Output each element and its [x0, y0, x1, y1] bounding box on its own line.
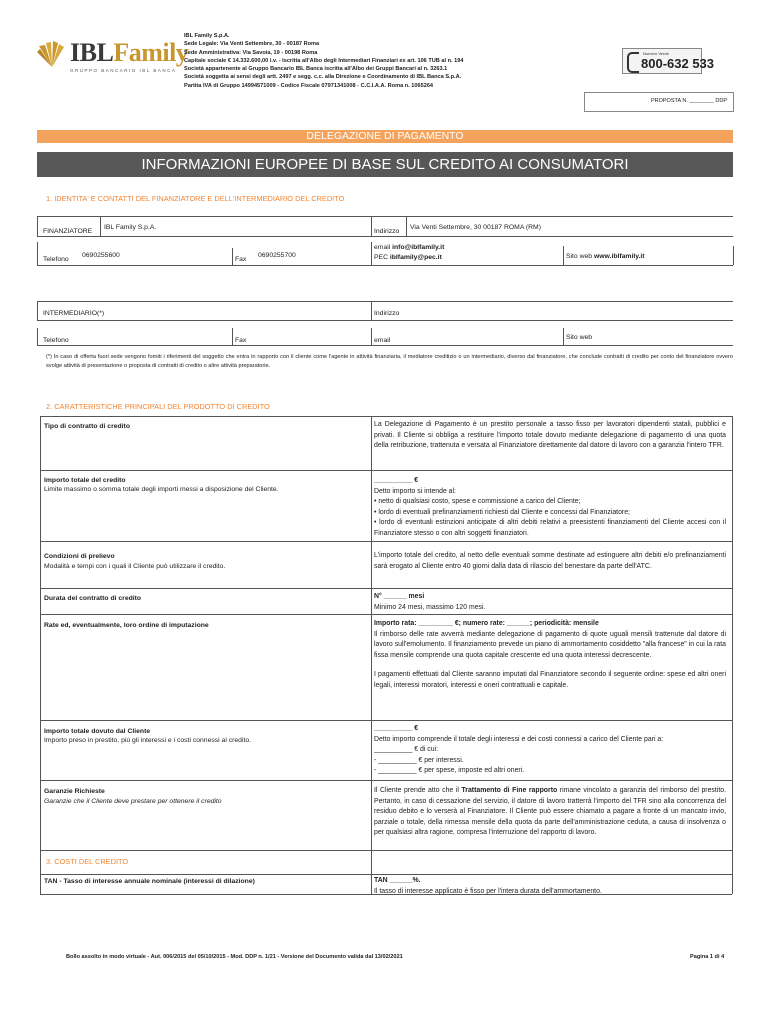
ibl-family-logo [36, 38, 189, 78]
banner-informazioni: INFORMAZIONI EUROPEE DI BASE SUL CREDITO AI CONSUMATORI [37, 152, 733, 177]
toll-free-number: 800-632 533 [641, 56, 715, 71]
importo-dovuto-text: __________ € Detto importo comprende il totale degli interessi e dei costi connessi a carico del Cliente pari a: __________ € di cui: - __________ € per interessi. - __________ € per spese, imposte ed altri oneri. [374, 725, 664, 774]
banner-delegazione: DELEGAZIONE DI PAGAMENTO [37, 130, 733, 143]
finanziatore-value: IBL Family S.p.A. [104, 224, 157, 231]
indirizzo-value: Via Venti Settembre, 30 00187 ROMA (RM) [410, 224, 541, 231]
fax-value: 0690255700 [258, 252, 296, 259]
section-3-title: 3. COSTI DEL CREDITO [46, 857, 129, 866]
sito-web-value: www.iblfamily.it [593, 253, 645, 260]
condizioni-prelievo-text: L'importo totale del credito, al netto delle eventuali somme destinate ad estinguere altri debiti e/o prefinanziamenti sarà erogato al Cliente entro 40 giorni dalla data di rilascio del benestare da parte dell'ATC. [374, 552, 726, 570]
logo-wordmark: IBLFamily [70, 38, 189, 67]
garanzie-text: Il Cliente prende atto che il Trattamento di Fine rapporto rimane vincolato a garanzia del rimborso del prestito. Pertanto, in caso di cessazione del servizio, il datore di lavoro tratterrà l'importo del TFR sino alla concorrenza del residuo debito e lo verserà al Finanziatore. Il Cliente può essere chiamato a pagare a fronte di un mancato invio, parziale o totale, della rimessa mensile della quota da parte dell'amministrazione ceduta, a causa di insolvenza o per qualsiasi altra ragione, compresa l'interruzione del rapporto di lavoro. [374, 787, 726, 836]
intermediario-note: (*) In caso di offerta fuori sede vengono forniti i riferimenti del soggetto che entra in rapporto con il cliente come l'agente in attività finanziaria, il mediatore creditizio o un intermediario, diverso dal finanziatore, che conclude contratti di credito per conto del finanziatore ovvero svolge attività di presentazione o proposta di contratti di credito o altre attività preparatorie. [46, 354, 733, 369]
tan-text: TAN ______%. Il tasso di interesse applicato è fisso per l'intera durata dell'ammortamento. [374, 877, 602, 895]
footer-note: Bollo assolto in modo virtuale - Aut. 006/2015 del 05/10/2015 - Mod. DDP n. 1/21 - Versione del Documento valida dal 13/02/2021 [66, 954, 403, 960]
company-info: IBL Family S.p.A. Sede Legale: Via Venti Settembre, 30 - 00187 Roma Sede Amministrativa: Via Savoia, 19 - 00198 Roma Capitale sociale € 14.332.600,00 i.v. - Iscritta all'Albo degli Intermediari Finanziari ex art. 106 TUB al n. 194 Società appartenente al Gruppo Bancario IBL Banca iscritta all'Albo dei Gruppi Bancari al n. 3263.1 Società soggetta ai sensi degli artt. 2497 e segg. c.c. alla Direzione e Coordinamento di IBL Banca S.p.A. Partita IVA di Gruppo 14994571009 - Codice Fiscale 07971341008 - C.C.I.A.A. Roma n. 1065264 [184, 33, 464, 89]
logo-subtitle: GRUPPO BANCARIO IBL BANCA [70, 68, 177, 73]
tipo-contratto-text: La Delegazione di Pagamento è un prestito personale a tasso fisso per lavoratori dipendenti statali, pubblici e privati. Il Cliente si obbliga a restituire l'importo totale dovuto mediante delegazione di pagamento di una quota della retribuzione, trattenuta e versata al Finanziatore direttamente dal datore di lavoro con a garanzia l'intero TFR. [374, 421, 726, 449]
phone-icon [627, 52, 639, 73]
proposta-box [584, 92, 734, 112]
email-value: info@iblfamily.it [392, 244, 445, 251]
pec-value: iblfamily@pec.it [389, 254, 442, 261]
section-2-title: 2. CARATTERISTICHE PRINCIPALI DEL PRODOTTO DI CREDITO [46, 402, 270, 411]
proposta-number: PROPOSTA N. ________ DDP [650, 98, 727, 104]
section-1-title: 1. IDENTITA' E CONTATTI DEL FINANZIATORE E DELL'INTERMEDIARIO DEL CREDITO [46, 194, 345, 203]
toll-free-number-box: Numero Verde 800-632 533 [622, 48, 702, 74]
page-number: Pagina 1 di 4 [690, 954, 725, 960]
rate-text: Importo rata: _________ €; numero rate: ______; periodicità: mensile Il rimborso delle rate avverrà mediante delegazione di pagamento di quote uguali mensili trattenute dal datore di lavoro sull'emolumento. Il finanziamento prevede un piano di ammortamento cosiddetto "alla francese" in cui la rata fissa mensile comprende una quota capitale crescente ed una quota interessi decrescente. I pagamenti effettuati dal Cliente saranno imputati dal Finanziatore secondo il seguente ordine: spese ed altri oneri legali, interessi moratori, interessi e oneri contrattuali e capitale. [374, 620, 726, 689]
importo-credito-text: __________ € Detto importo si intende al: • netto di qualsiasi costo, spese e commissione a carico del Cliente; • lordo di eventuali prefinanziamenti richiesti dal Cliente e concessi dal Finanziatore; • lordo di eventuali estinzioni anticipate di altri debiti relativi a preesistenti finanziamenti del Cliente accesi con il Finanziatore stesso o con altri soggetti finanziatori. [374, 477, 726, 537]
logo-rays-icon [36, 40, 68, 68]
durata-text: N° ______ mesi Minimo 24 mesi, massimo 120 mesi. [374, 593, 486, 611]
telefono-value: 0690255600 [82, 252, 120, 259]
